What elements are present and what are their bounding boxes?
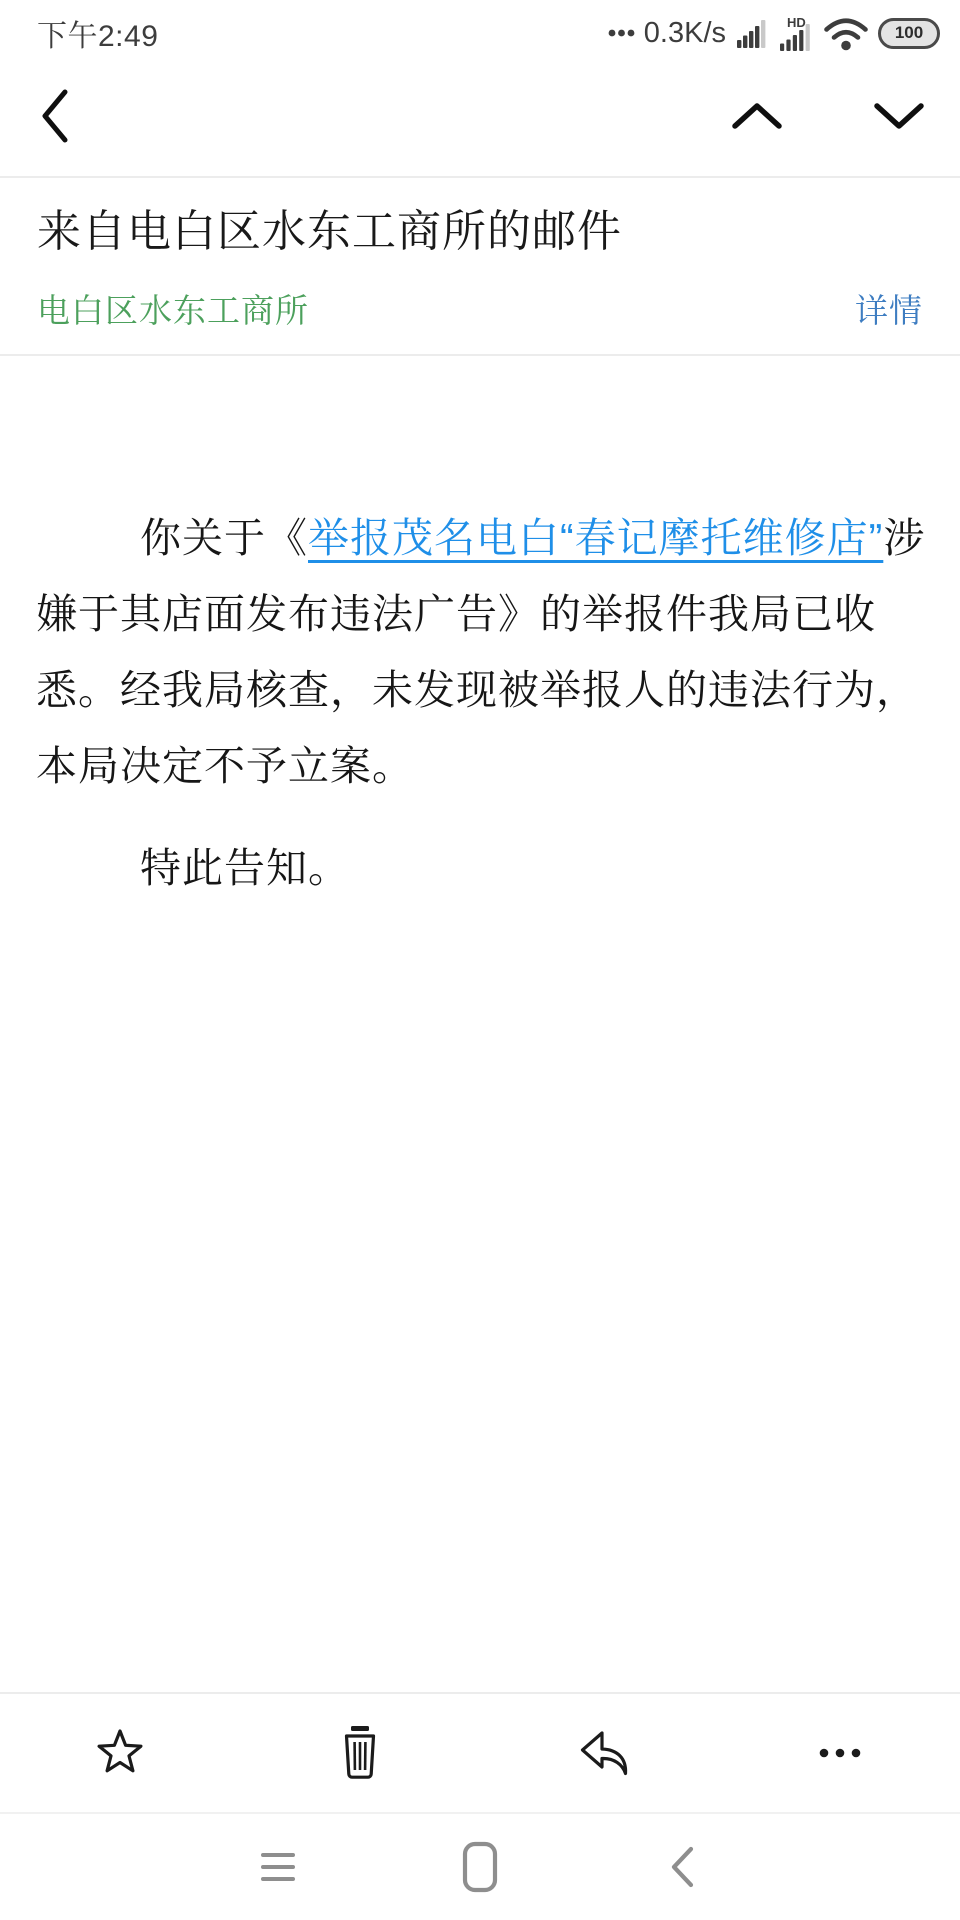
- reply-icon: [571, 1726, 629, 1778]
- chevron-up-icon: [730, 101, 784, 131]
- action-toolbar: [0, 1692, 960, 1810]
- cellular-signal-icon: [737, 18, 769, 48]
- status-indicators: [608, 15, 940, 51]
- clock: 下午2:49: [37, 20, 159, 53]
- system-nav-bar: [0, 1812, 960, 1920]
- body-text: 你关于《: [140, 515, 308, 561]
- top-nav-bar: [0, 56, 960, 176]
- chevron-left-icon: [40, 87, 70, 145]
- mail-header: [0, 178, 960, 354]
- next-email-button[interactable]: [872, 101, 926, 131]
- sender-row: [37, 288, 923, 334]
- trash-icon: [336, 1724, 384, 1780]
- more-button[interactable]: [720, 1694, 960, 1810]
- chevron-down-icon: [872, 101, 926, 131]
- star-icon: [94, 1726, 146, 1778]
- system-back-button[interactable]: [652, 1845, 712, 1889]
- network-dots-icon: [608, 27, 635, 39]
- status-bar: [0, 0, 960, 56]
- delete-button[interactable]: [240, 1694, 480, 1810]
- cellular-signal-hd-icon: [778, 15, 814, 51]
- mail-nav-group: [730, 101, 926, 131]
- sender-name[interactable]: 电白区水东工商所: [37, 292, 309, 329]
- chevron-left-icon: [669, 1845, 695, 1889]
- recents-button[interactable]: [248, 1850, 308, 1884]
- email-body: [0, 356, 960, 906]
- wifi-icon: [823, 15, 869, 51]
- battery-level-label: 100: [894, 23, 924, 42]
- favorite-button[interactable]: [0, 1694, 240, 1810]
- reply-button[interactable]: [480, 1694, 720, 1810]
- body-text: 涉: [883, 515, 926, 561]
- body-line: [36, 500, 924, 576]
- home-icon: [462, 1841, 498, 1893]
- network-speed-label: 0.3K/s: [643, 16, 726, 49]
- email-subject: 来自电白区水东工商所的邮件: [37, 207, 622, 256]
- home-button[interactable]: [450, 1841, 510, 1893]
- closing-line: 特此告知。: [140, 845, 350, 891]
- prev-email-button[interactable]: [730, 101, 784, 131]
- body-line: 本局决定不予立案。: [36, 743, 414, 789]
- menu-icon: [259, 1850, 297, 1884]
- back-button[interactable]: [40, 87, 70, 145]
- body-line: 悉。经我局核查，未发现被举报人的违法行为，: [36, 667, 918, 713]
- body-line: 嫌于其店面发布违法广告》的举报件我局已收: [36, 591, 876, 637]
- report-link[interactable]: 举报茂名电白“春记摩托维修店”: [308, 515, 884, 561]
- ellipsis-icon: [815, 1727, 865, 1777]
- details-button[interactable]: 详情: [855, 292, 923, 329]
- battery-indicator: [878, 18, 940, 49]
- svg-text:HD: HD: [787, 15, 806, 30]
